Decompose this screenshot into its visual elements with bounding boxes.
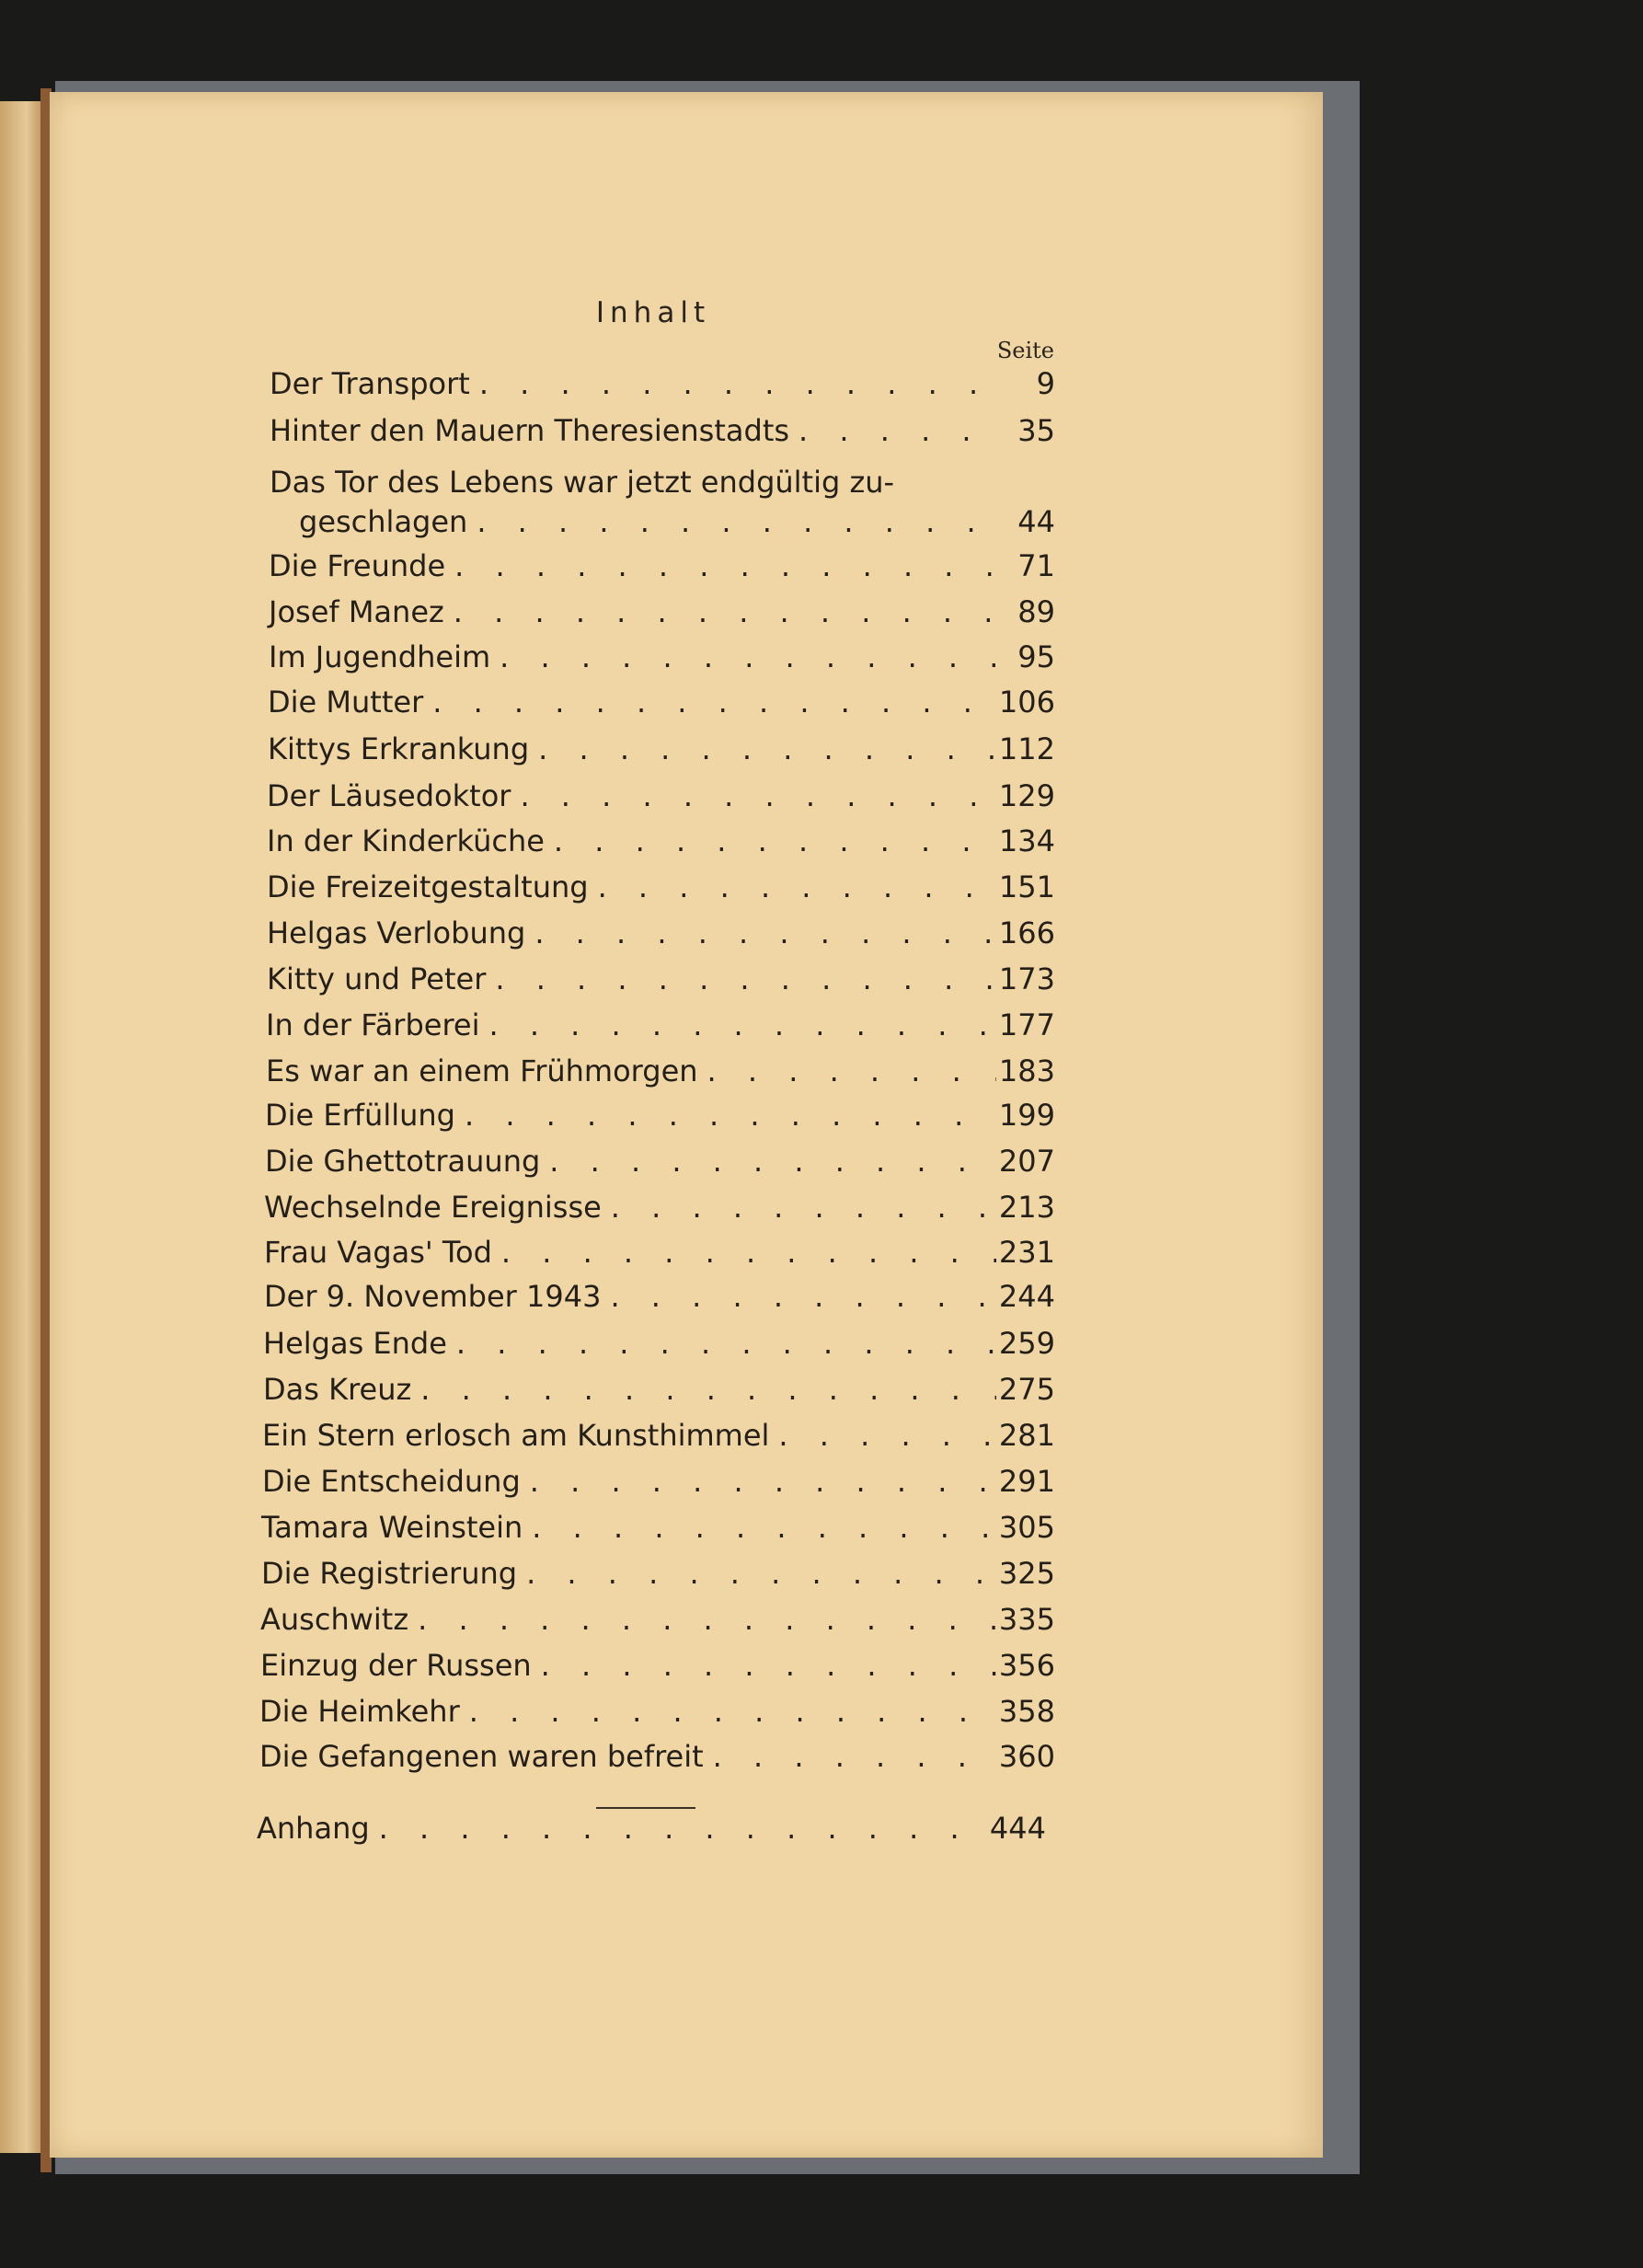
toc-entry[interactable] [267, 915, 1055, 952]
toc-entry-appendix[interactable] [257, 1811, 1046, 1848]
toc-entry[interactable] [267, 823, 1055, 860]
leader-dots [460, 1694, 996, 1729]
toc-entry-page: 35 [1017, 413, 1055, 448]
leader-dots [455, 1098, 996, 1133]
toc-entry-title: In der Kinderküche [267, 823, 545, 858]
leader-dots [602, 1190, 996, 1225]
toc-entry-title: Die Erfüllung [265, 1098, 455, 1133]
toc-entry-title: Im Jugendheim [269, 639, 491, 674]
toc-entry-page: 244 [998, 1279, 1055, 1314]
leader-dots [411, 1372, 996, 1407]
leader-dots [769, 1418, 996, 1453]
toc-entry-page: 112 [998, 731, 1055, 766]
toc-entry[interactable] [263, 1326, 1055, 1363]
leader-dots [423, 685, 996, 720]
toc-entry[interactable] [265, 1144, 1055, 1180]
toc-entry[interactable] [261, 1510, 1055, 1547]
leader-dots [486, 961, 996, 996]
toc-entry-title: Die Registrierung [261, 1556, 518, 1591]
toc-entry-title: Tamara Weinstein [261, 1510, 523, 1545]
leader-dots [521, 1464, 996, 1499]
toc-entry[interactable] [262, 1464, 1055, 1501]
toc-entry-page: 71 [1017, 548, 1055, 583]
toc-entry-page: 129 [998, 778, 1055, 813]
toc-entry-page: 360 [998, 1739, 1055, 1774]
leader-dots [532, 1648, 996, 1683]
toc-entry-title: Die Gefangenen waren befreit [259, 1739, 704, 1774]
toc-entry-title: Die Entscheidung [262, 1464, 521, 1499]
toc-entry[interactable] [263, 1372, 1055, 1409]
toc-entry-wrapped-line: Das Tor des Lebens war jetzt endgültig zu- [270, 465, 895, 500]
toc-entry-page: 325 [998, 1556, 1055, 1591]
toc-entry-page: 259 [998, 1326, 1055, 1361]
toc-entry-title: geschlagen [299, 504, 468, 539]
toc-entry[interactable] [259, 1739, 1055, 1776]
leader-dots [525, 915, 996, 950]
leader-dots [467, 504, 996, 539]
leader-dots [408, 1602, 996, 1637]
toc-entry-page: 281 [998, 1418, 1055, 1453]
toc-entry-page: 199 [998, 1098, 1055, 1133]
leader-dots [490, 639, 996, 674]
toc-entry-title: Einzug der Russen [260, 1648, 532, 1683]
toc-entry-title: Die Freunde [269, 548, 446, 583]
toc-entry[interactable] [264, 1190, 1055, 1226]
leader-dots [370, 1811, 987, 1846]
toc-entry-title: Hinter den Mauern Theresienstadts [270, 413, 790, 448]
toc-entry-page: 207 [998, 1144, 1055, 1179]
toc-entry-title: Die Freizeitgestaltung [267, 869, 589, 904]
leader-dots [601, 1279, 996, 1314]
toc-entry-title: Helgas Ende [263, 1326, 447, 1361]
toc-entry[interactable] [268, 685, 1055, 721]
toc-entry-page: 151 [998, 869, 1055, 904]
toc-entry-page: 177 [998, 1007, 1055, 1042]
toc-entry-title: Auschwitz [260, 1602, 409, 1637]
leader-dots [704, 1739, 996, 1774]
toc-entry[interactable] [260, 1648, 1055, 1685]
page-column-label: Seite [996, 338, 1054, 363]
toc-entry[interactable] [269, 639, 1055, 676]
toc-entry-page: 44 [1017, 504, 1055, 539]
toc-entry[interactable] [269, 594, 1055, 631]
toc-entry[interactable] [260, 1602, 1055, 1639]
leader-dots [444, 594, 996, 629]
toc-entry[interactable] [265, 1098, 1055, 1134]
toc-entry[interactable] [268, 731, 1055, 768]
leader-dots [517, 1556, 996, 1591]
toc-entry[interactable] [299, 504, 1055, 541]
toc-entry[interactable] [261, 1556, 1055, 1593]
toc-entry-page: 106 [998, 685, 1055, 720]
toc-entry-title: Die Mutter [268, 685, 424, 720]
toc-entry-page: 444 [989, 1811, 1046, 1846]
toc-entry-title: Kitty und Peter [267, 961, 487, 996]
toc-entry[interactable] [267, 869, 1055, 906]
leader-dots [445, 548, 996, 583]
toc-entry-title: Die Ghettotrauung [265, 1144, 541, 1179]
toc-entry-title: Der 9. November 1943 [264, 1279, 602, 1314]
toc-entry[interactable] [262, 1418, 1055, 1455]
toc-entry[interactable] [266, 1007, 1055, 1044]
toc-entry-page: 305 [998, 1510, 1055, 1545]
toc-entry-page: 166 [998, 915, 1055, 950]
toc-entry[interactable] [264, 1235, 1055, 1272]
toc-entry-page: 134 [998, 823, 1055, 858]
toc-entry-title: Das Kreuz [263, 1372, 412, 1407]
toc-entry-title: Josef Manez [269, 594, 444, 629]
toc-entry-page: 231 [998, 1235, 1055, 1270]
toc-entry-title: Die Heimkehr [259, 1694, 460, 1729]
toc-entry-page: 356 [998, 1648, 1055, 1683]
toc-entry-title: Helgas Verlobung [267, 915, 526, 950]
leader-dots [529, 731, 996, 766]
toc-entry-page: 89 [1017, 594, 1055, 629]
toc-entry[interactable] [269, 548, 1055, 585]
toc-entry-title: Anhang [257, 1811, 370, 1846]
leader-dots [545, 823, 996, 858]
leader-dots [447, 1326, 996, 1361]
toc-entry-page: 358 [998, 1694, 1055, 1729]
toc-entry[interactable] [266, 1053, 1055, 1090]
leader-dots [470, 366, 996, 401]
toc-entry-title: Wechselnde Ereignisse [264, 1190, 602, 1225]
toc-entry-page: 335 [998, 1602, 1055, 1637]
toc-entry[interactable] [264, 1279, 1055, 1316]
leader-dots [511, 778, 996, 813]
toc-entry-title: Der Transport [270, 366, 470, 401]
toc-entry-page: 183 [998, 1053, 1055, 1088]
toc-entry-page: 95 [1017, 639, 1055, 674]
toc-entry-page: 9 [1036, 366, 1055, 401]
toc-entry-title: Der Läusedoktor [267, 778, 511, 813]
toc-entry-title: Frau Vagas' Tod [264, 1235, 492, 1270]
leader-dots [479, 1007, 996, 1042]
toc-entry[interactable] [267, 778, 1055, 815]
leader-dots [789, 413, 996, 448]
toc-entry[interactable] [267, 961, 1055, 998]
toc-entry[interactable] [270, 366, 1055, 403]
toc-entry-title: Es war an einem Frühmorgen [266, 1053, 698, 1088]
toc-entry[interactable] [270, 413, 1055, 450]
toc-entry-page: 173 [998, 961, 1055, 996]
toc-entry-title: Ein Stern erlosch am Kunsthimmel [262, 1418, 770, 1453]
section-divider [596, 1807, 695, 1809]
leader-dots [492, 1235, 996, 1270]
page-title: Inhalt [595, 296, 711, 329]
toc-entry-title: Kittys Erkrankung [268, 731, 530, 766]
toc-entry-page: 213 [998, 1190, 1055, 1225]
toc-entry-page: 291 [998, 1464, 1055, 1499]
leader-dots [540, 1144, 996, 1179]
leader-dots [523, 1510, 996, 1545]
leader-dots [589, 869, 996, 904]
toc-entry[interactable] [259, 1694, 1055, 1731]
toc-entry-title: In der Färberei [266, 1007, 480, 1042]
toc-entry-page: 275 [998, 1372, 1055, 1407]
leader-dots [698, 1053, 996, 1088]
